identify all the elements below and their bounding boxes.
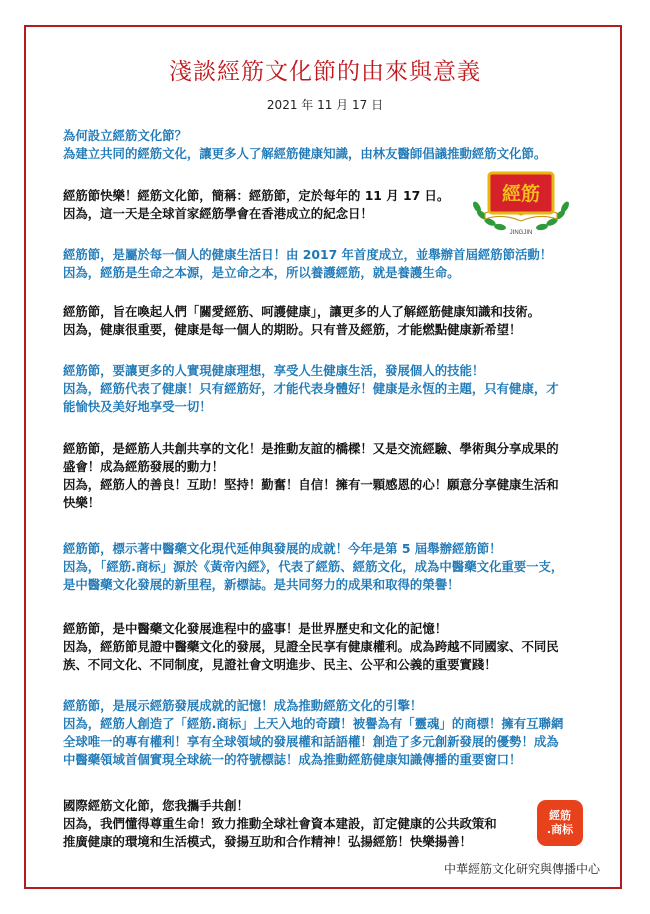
text-line: 經筋節快樂！經筋文化節，簡稱：經筋節，定於每年的 11 月 17 日。 (63, 188, 450, 203)
paragraph-culture (63, 440, 588, 512)
document-title: 淺談經筋文化節的由來與意義 (169, 59, 481, 85)
text-line: 經筋節，要讓更多的人實現健康理想，享受人生健康生活，發展個人的技能！ (63, 363, 485, 378)
text-line: 經筋節，是屬於每一個人的健康生活日！由 2017 年首度成立，並舉辦首屆經筋節活動！ (63, 247, 553, 262)
stamp-line: .商标 (546, 823, 574, 836)
text-line: 因為，健康很重要，健康是每一個人的期盼。只有普及經筋，才能燃點健康新希望！ (63, 322, 522, 337)
document-date: 2021 年 11 月 17 日 (266, 98, 384, 112)
text-line: 族、不同文化、不同制度，見證社會文明進步、民主、公平和公義的重要實踐！ (63, 657, 497, 672)
text-line: 經筋節，是展示經筋發展成就的記憶！成為推動經筋文化的引擎！ (63, 698, 423, 713)
text-line: 全球唯一的專有權利！享有全球領域的發展權和話語權！創造了多元創新發展的優勢！成為 (63, 734, 559, 749)
paragraph-ideal (63, 362, 588, 416)
text-line: 因為，經筋代表了健康！只有經筋好，才能代表身體好！健康是永恆的主題，只有健康，才 (63, 381, 559, 396)
text-line: 盛會！成為經筋發展的動力！ (63, 459, 225, 474)
paragraph-why (63, 127, 588, 163)
paragraph-health-day (63, 246, 588, 282)
footer-organization: 中華經筋文化研究與傳播中心 (443, 862, 600, 876)
text-line: 經筋節，是經筋人共創共享的文化！是推動友誼的橋樑！又是交流經驗、學術與分享成果的 (63, 441, 559, 456)
text-line: 為何設立經筋文化節？ (63, 128, 187, 143)
text-line: 經筋節，是中醫藥文化發展進程中的盛事！是世界歷史和文化的記憶！ (63, 621, 448, 636)
paragraph-achievement (63, 540, 588, 594)
text-line: 因為，經筋人創造了「經筋.商标」上天入地的奇蹟！被譽為有「靈魂」的商標！擁有互聯網 (63, 716, 564, 731)
logo-caption: JINGJIN (509, 230, 533, 236)
stamp-line: 經筋 (549, 809, 571, 822)
text-line: 為建立共同的經筋文化，讓更多人了解經筋健康知識，由林友醫師倡議推動經筋文化節。 (63, 146, 547, 161)
text-line: 推廣健康的環境和生活模式，發揚互助和合作精神！弘揚經筋！快樂揚善！ (63, 834, 472, 849)
text-line: 國際經筋文化節，您我攜手共創！ (63, 798, 249, 813)
text-line: 因為，「經筋.商标」源於《黃帝內經》，代表了經筋、經筋文化，成為中醫藥文化重要一支， (63, 559, 564, 574)
text-line: 因為，經筋節見證中醫藥文化的發展，見證全民享有健康權利。成為跨越不同國家、不同民 (63, 639, 559, 654)
paragraph-history (63, 620, 588, 674)
text-line: 經筋節，標示著中醫藥文化現代延伸與發展的成就！今年是第 5 屆舉辦經筋節！ (63, 541, 502, 556)
text-line: 快樂！ (63, 495, 101, 510)
text-line: 因為，這一天是全球首家經筋學會在香港成立的紀念日！ (63, 206, 373, 221)
text-line: 是中醫藥文化發展的新里程，新標誌。是共同努力的成果和取得的榮譽！ (63, 577, 460, 592)
text-line: 中醫藥領域首個實現全球統一的符號標誌！成為推動經筋健康知識傳播的重要窗口！ (63, 752, 522, 767)
text-line: 因為，經筋人的善良！互助！堅持！勤奮！自信！擁有一顆感恩的心！願意分享健康生活和 (63, 477, 559, 492)
text-line: 能愉快及美好地享受一切！ (63, 399, 212, 414)
jingjin-logo (467, 167, 575, 237)
paragraph-purpose (63, 303, 588, 339)
trademark-stamp (537, 800, 583, 846)
text-line: 因為，我們懂得尊重生命！致力推動全球社會資本建設，訂定健康的公共政策和 (63, 816, 497, 831)
text-line: 因為，經筋是生命之本源，是立命之本，所以養護經筋，就是養護生命。 (63, 265, 460, 280)
paragraph-together (63, 797, 533, 851)
logo-text: 經筋 (501, 183, 541, 205)
text-line: 經筋節，旨在喚起人們「關愛經筋、呵護健康」，讓更多的人了解經筋健康知識和技術。 (63, 304, 541, 319)
paragraph-engine (63, 697, 588, 769)
